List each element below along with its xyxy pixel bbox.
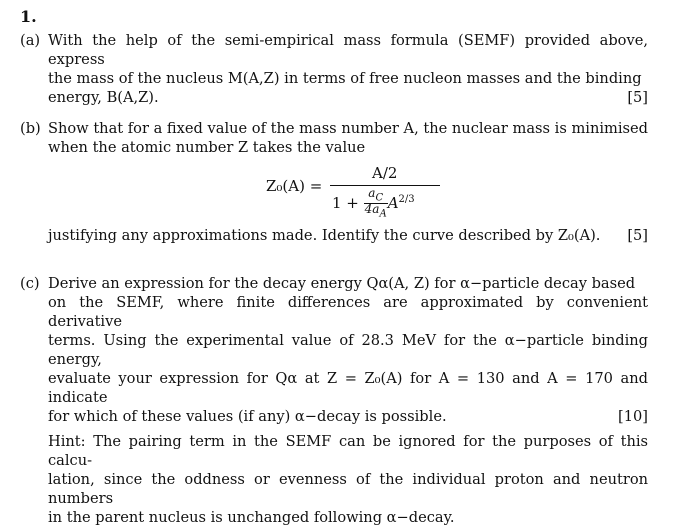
part-a-marks: [5]	[627, 89, 648, 106]
coef-4a: 4a	[364, 202, 380, 217]
z0-equation	[240, 164, 460, 218]
part-a-line: the mass of the nucleus M(A,Z) in terms of free nucleon masses and the binding	[48, 70, 642, 87]
part-c	[20, 274, 648, 527]
inline-fraction	[364, 188, 388, 220]
part-a-label: (a)	[20, 32, 41, 49]
equation-fraction-bar	[330, 185, 440, 186]
part-c-hint	[48, 432, 648, 527]
part-b-last-line	[48, 226, 648, 245]
part-c-marks: [10]	[618, 408, 648, 425]
part-b-label: (b)	[20, 120, 41, 137]
part-b-line: when the atomic number Z takes the value	[48, 139, 366, 156]
equation-lhs: Z₀(A) =	[266, 177, 323, 195]
part-c-line: Derive an expression for the decay energy Qα(A, Z) for α−particle decay based	[48, 275, 636, 292]
power-exponent: 2/3	[398, 193, 415, 205]
part-b-marks: [5]	[627, 227, 648, 244]
power-base: A	[387, 193, 399, 212]
part-c-last-line	[48, 407, 648, 426]
denominator-prefix: 1 +	[332, 193, 359, 212]
inline-fraction-denominator	[364, 204, 388, 219]
part-c-body	[48, 274, 648, 426]
equation-denominator	[332, 188, 415, 220]
part-b-continued	[20, 226, 648, 245]
part-c-line: evaluate your expression for Qα at Z = Z₀(A) for A = 130 and A = 170 and indicate	[48, 370, 648, 406]
part-b-line: justifying any approximations made. Identify the curve described by Z₀(A).	[48, 227, 601, 244]
part-c-line: terms. Using the experimental value of 28.3 MeV for the α−particle binding energy,	[48, 332, 648, 368]
coef-a: a	[368, 186, 376, 200]
part-c-label: (c)	[20, 275, 40, 292]
hint-line: Hint: The pairing term in the SEMF can be ignored for the purposes of this calcu-	[48, 433, 648, 469]
part-c-line: for which of these values (if any) α−decay is possible.	[48, 408, 447, 425]
part-b-line: Show that for a fixed value of the mass number A, the nuclear mass is minimised	[48, 120, 648, 137]
part-a-line: With the help of the semi-empirical mass formula (SEMF) provided above, express	[48, 32, 648, 68]
hint-line: in the parent nucleus is unchanged following α−decay.	[48, 509, 455, 526]
coef-sub-a: A	[379, 208, 387, 220]
equation-numerator: A/2	[372, 164, 398, 182]
part-b-body	[48, 119, 648, 157]
question-number: 1.	[20, 7, 37, 26]
part-b	[20, 119, 648, 157]
hint-line: lation, since the oddness or evenness of the individual proton and neutron numbers	[48, 471, 648, 507]
part-c-line: on the SEMF, where finite differences are approximated by convenient derivative	[48, 294, 648, 330]
part-a-body	[48, 31, 648, 107]
part-a-line: energy, B(A,Z).	[48, 89, 159, 106]
part-a-last-line	[48, 88, 648, 107]
coef-sub-c: C	[375, 192, 384, 204]
part-a	[20, 31, 648, 107]
